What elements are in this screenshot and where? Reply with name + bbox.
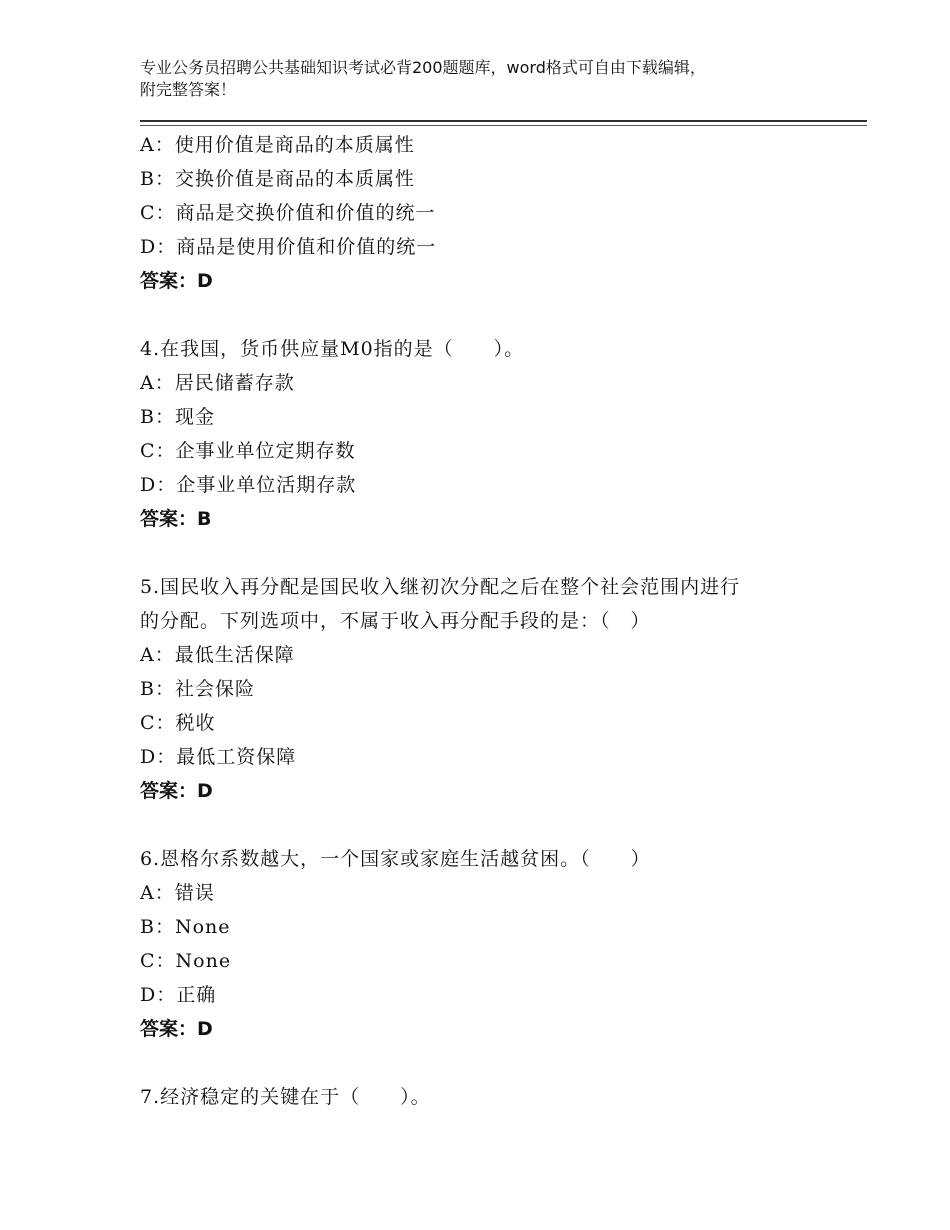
question-6 [140, 842, 840, 1046]
option-a: A：使用价值是商品的本质属性 [140, 134, 415, 156]
answer-label: 答案：D [140, 1018, 213, 1040]
option-b: B：现金 [140, 406, 215, 428]
question-3 [140, 128, 840, 298]
answer-label: 答案：D [140, 270, 213, 292]
question-4 [140, 332, 840, 536]
answer-label: 答案：B [140, 508, 212, 530]
option-b: B：社会保险 [140, 678, 255, 700]
document-header [140, 57, 820, 101]
question-stem-line-2: 的分配。下列选项中，不属于收入再分配手段的是：（ ） [140, 610, 651, 632]
option-a: A：居民储蓄存款 [140, 372, 295, 394]
option-c: C：企事业单位定期存数 [140, 440, 356, 462]
option-d: D：商品是使用价值和价值的统一 [140, 236, 437, 258]
question-stem: 7.经济稳定的关键在于（ ）。 [140, 1086, 431, 1108]
header-divider-thick [140, 120, 867, 122]
option-c: C：None [140, 950, 232, 972]
header-title-line-2: 附完整答案！ [140, 80, 237, 99]
question-list [140, 128, 840, 1114]
option-d: D：最低工资保障 [140, 746, 297, 768]
spacer [140, 1046, 840, 1080]
spacer [140, 298, 840, 332]
header-title-line-1: 专业公务员招聘公共基础知识考试必背200题题库，word格式可自由下载编辑， [140, 58, 706, 77]
question-7 [140, 1080, 840, 1114]
question-stem: 6.恩格尔系数越大，一个国家或家庭生活越贫困。（ ） [140, 848, 651, 870]
header-divider-thin [140, 125, 867, 126]
option-a: A：最低生活保障 [140, 644, 295, 666]
option-b: B：None [140, 916, 231, 938]
question-stem: 4.在我国，货币供应量M0指的是（ ）。 [140, 338, 525, 360]
question-stem-line-1: 5.国民收入再分配是国民收入继初次分配之后在整个社会范围内进行 [140, 576, 741, 598]
option-d: D：企事业单位活期存款 [140, 474, 357, 496]
question-5 [140, 570, 840, 808]
option-c: C：商品是交换价值和价值的统一 [140, 202, 436, 224]
option-b: B：交换价值是商品的本质属性 [140, 168, 415, 190]
option-a: A：错误 [140, 882, 215, 904]
spacer [140, 808, 840, 842]
option-c: C：税收 [140, 712, 216, 734]
spacer [140, 536, 840, 570]
option-d: D：正确 [140, 984, 217, 1006]
answer-label: 答案：D [140, 780, 213, 802]
